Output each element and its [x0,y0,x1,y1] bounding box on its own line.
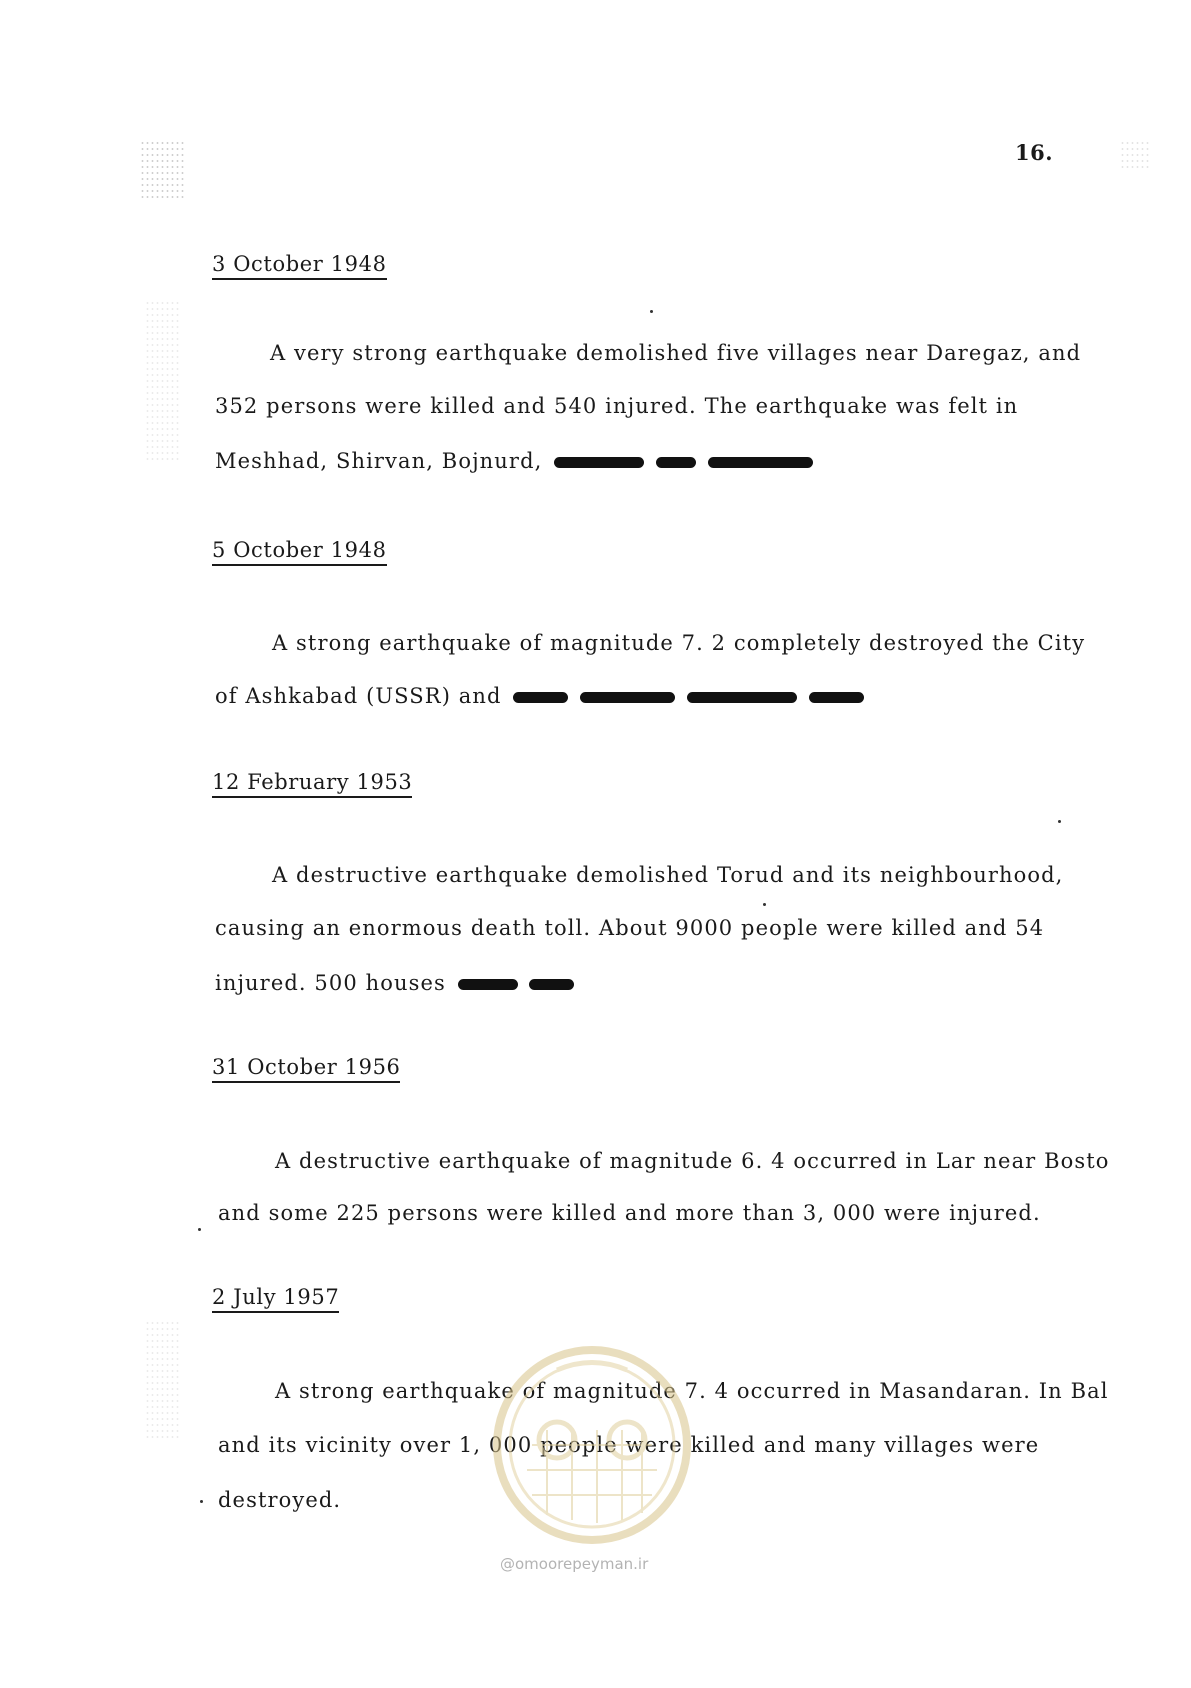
entry-text: injured. 500 houses [215,971,446,995]
entry-text-line-redacted [215,970,574,996]
entry-text-line: A strong earthquake of magnitude 7. 2 completely destroyed the City [272,631,1086,655]
scan-noise [145,1320,180,1440]
scan-noise [145,300,180,460]
entry-text-line-redacted [215,448,813,474]
redaction-mark [656,457,696,468]
entry-text-line-redacted [215,683,864,709]
page-number: 16. [1015,140,1054,165]
entry-date: 31 October 1956 [212,1055,400,1083]
scan-dot [650,310,653,313]
scan-dot [200,1500,203,1503]
entry-text-line: A strong earthquake of magnitude 7. 4 occurred in Masandaran. In Bal [275,1379,1109,1403]
entry-text-line: and some 225 persons were killed and more than 3, 000 were injured. [218,1201,1041,1225]
redaction-mark [708,457,813,468]
entry-text: Meshhad, Shirvan, Bojnurd, [215,449,543,473]
redaction-mark [554,457,644,468]
entry-text: of Ashkabad (USSR) and [215,684,502,708]
redaction-mark [687,692,797,703]
entry-date: 3 October 1948 [212,252,387,280]
entry-date: 5 October 1948 [212,538,387,566]
entry-text-line: and its vicinity over 1, 000 people were killed and many villages were [218,1433,1040,1457]
entry-date: 12 February 1953 [212,770,412,798]
watermark-logo-icon [487,1335,697,1585]
entry-text-line: 352 persons were killed and 540 injured. The earthquake was felt in [215,394,1019,418]
redaction-mark [529,979,574,990]
redaction-mark [580,692,675,703]
entry-text-line: A destructive earthquake demolished Torud and its neighbourhood, [272,863,1064,887]
entry-date: 2 July 1957 [212,1285,339,1313]
redaction-mark [513,692,568,703]
scan-noise [1120,140,1150,170]
redaction-mark [809,692,864,703]
scan-dot [1058,820,1061,823]
scan-dot [198,1228,201,1231]
entry-text-line: causing an enormous death toll. About 9000 people were killed and 54 [215,916,1045,940]
entry-text-line: A destructive earthquake of magnitude 6. 4 occurred in Lar near Bosto [275,1149,1110,1173]
entry-text-line: destroyed. [218,1488,342,1512]
entry-text-line: A very strong earthquake demolished five villages near Daregaz, and [270,341,1082,365]
watermark-text: @omoorepeyman.ir [500,1555,649,1573]
redaction-mark [458,979,518,990]
scan-noise [140,140,185,200]
scan-dot [763,903,766,906]
